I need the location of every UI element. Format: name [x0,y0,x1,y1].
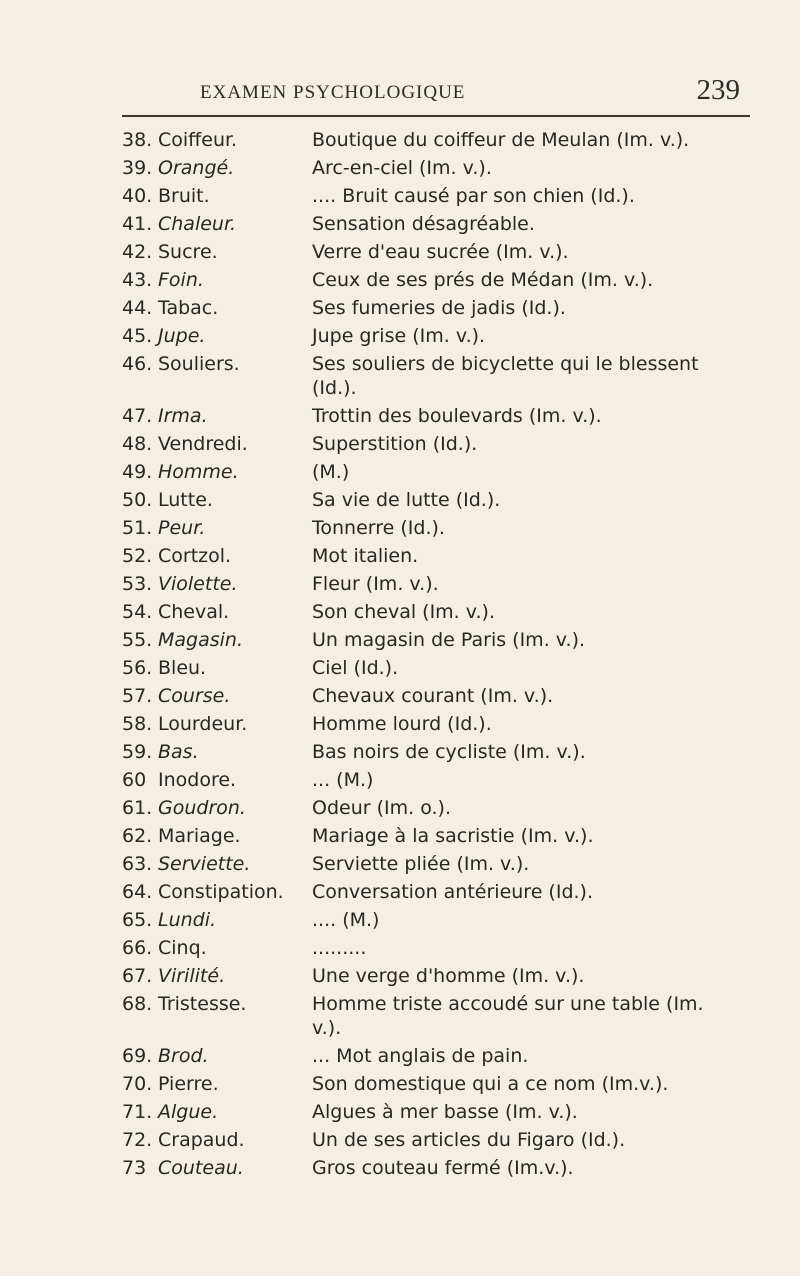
response-text: Gros couteau fermé (Im.v.). [312,1157,574,1179]
association-list [122,128,782,1184]
list-item [122,432,782,456]
list-item [122,880,782,904]
entry-number: 46. [122,353,153,375]
response-text: Un de ses articles du Figaro (Id.). [312,1129,626,1151]
list-item [122,712,782,736]
stimulus-word: Bruit. [158,185,210,207]
stimulus-word: Mariage. [158,825,241,847]
running-title: EXAMEN PSYCHOLOGIQUE [200,82,466,103]
response-text: Tonnerre (Id.). [312,517,445,539]
list-item [122,212,782,236]
response-text: Odeur (Im. o.). [312,797,451,819]
response-text: ... (M.) [312,769,374,791]
response-text: Son cheval (Im. v.). [312,601,496,623]
entry-number: 39. [122,157,153,179]
list-item [122,324,782,348]
response-text: Bas noirs de cycliste (Im. v.). [312,741,586,763]
response-text: Son domestique qui a ce nom (Im.v.). [312,1073,669,1095]
list-item [122,824,782,848]
stimulus-word: Tristesse. [158,993,247,1015]
entry-number: 45. [122,325,153,347]
response-text: Conversation antérieure (Id.). [312,881,593,903]
list-item [122,740,782,764]
list-item [122,1156,782,1180]
entry-number: 54. [122,601,153,623]
stimulus-word: Crapaud. [158,1129,245,1151]
response-text: (M.) [312,461,350,483]
stimulus-word: Cinq. [158,937,207,959]
entry-number: 61. [122,797,153,819]
entry-number: 62. [122,825,153,847]
entry-number: 68. [122,993,153,1015]
stimulus-word: Homme. [158,461,239,483]
response-text: Verre d'eau sucrée (Im. v.). [312,241,569,263]
stimulus-word: Lourdeur. [158,713,248,735]
response-text: ......... [312,937,367,959]
header-rule [122,115,750,117]
list-item [122,268,782,292]
list-item [122,516,782,540]
entry-number: 69. [122,1045,153,1067]
stimulus-word: Vendredi. [158,433,248,455]
stimulus-word: Goudron. [158,797,246,819]
stimulus-word: Pierre. [158,1073,219,1095]
list-item [122,1044,782,1068]
stimulus-word: Foin. [158,269,204,291]
entry-number: 73 [122,1157,147,1179]
list-item [122,936,782,960]
response-text: .... Bruit causé par son chien (Id.). [312,185,635,207]
entry-number: 70. [122,1073,153,1095]
stimulus-word: Lutte. [158,489,213,511]
stimulus-word: Magasin. [158,629,243,651]
stimulus-word: Jupe. [158,325,206,347]
response-text: ... Mot anglais de pain. [312,1045,529,1067]
list-item [122,240,782,264]
list-item [122,1128,782,1152]
response-text: Mot italien. [312,545,419,567]
stimulus-word: Bas. [158,741,199,763]
stimulus-word: Bleu. [158,657,207,679]
response-text: Ses souliers de bicyclette qui le blessent (Id.). [312,353,699,399]
stimulus-word: Brod. [158,1045,209,1067]
list-item [122,600,782,624]
list-item [122,296,782,320]
entry-number: 51. [122,517,153,539]
stimulus-word: Serviette. [158,853,251,875]
entry-number: 59. [122,741,153,763]
stimulus-word: Course. [158,685,231,707]
response-text: Un magasin de Paris (Im. v.). [312,629,586,651]
entry-number: 60 [122,769,147,791]
list-item [122,768,782,792]
stimulus-word: Virilité. [158,965,226,987]
stimulus-word: Coiffeur. [158,129,238,151]
page-number: 239 [696,74,740,106]
entry-number: 64. [122,881,153,903]
response-text: Une verge d'homme (Im. v.). [312,965,585,987]
entry-number: 56. [122,657,153,679]
entry-number: 41. [122,213,153,235]
response-text: Sensation désagréable. [312,213,535,235]
stimulus-word: Cheval. [158,601,230,623]
response-text: Fleur (Im. v.). [312,573,439,595]
stimulus-word: Chaleur. [158,213,237,235]
response-text: Ceux de ses prés de Médan (Im. v.). [312,269,654,291]
stimulus-word: Lundi. [158,909,217,931]
stimulus-word: Orangé. [158,157,235,179]
entry-number: 67. [122,965,153,987]
entry-number: 66. [122,937,153,959]
list-item [122,684,782,708]
entry-number: 49. [122,461,153,483]
stimulus-word: Cortzol. [158,545,232,567]
stimulus-word: Sucre. [158,241,218,263]
list-item [122,908,782,932]
entry-number: 42. [122,241,153,263]
response-text: Boutique du coiffeur de Meulan (Im. v.). [312,129,690,151]
page-header [120,72,750,112]
entry-number: 48. [122,433,153,455]
list-item [122,1072,782,1096]
response-text: Mariage à la sacristie (Im. v.). [312,825,594,847]
list-item [122,460,782,484]
stimulus-word: Constipation. [158,881,284,903]
stimulus-word: Irma. [158,405,208,427]
list-item [122,628,782,652]
response-text: Jupe grise (Im. v.). [312,325,486,347]
list-item [122,352,782,400]
response-text: .... (M.) [312,909,380,931]
list-item [122,544,782,568]
response-text: Superstition (Id.). [312,433,478,455]
response-text: Arc-en-ciel (Im. v.). [312,157,492,179]
list-item [122,156,782,180]
list-item [122,1100,782,1124]
entry-number: 65. [122,909,153,931]
list-item [122,404,782,428]
list-item [122,656,782,680]
response-text: Homme lourd (Id.). [312,713,492,735]
entry-number: 72. [122,1129,153,1151]
list-item [122,796,782,820]
list-item [122,128,782,152]
list-item [122,184,782,208]
response-text: Ciel (Id.). [312,657,399,679]
response-text: Sa vie de lutte (Id.). [312,489,501,511]
response-text: Serviette pliée (Im. v.). [312,853,530,875]
entry-number: 71. [122,1101,153,1123]
entry-number: 50. [122,489,153,511]
list-item [122,488,782,512]
stimulus-word: Inodore. [158,769,237,791]
entry-number: 40. [122,185,153,207]
entry-number: 47. [122,405,153,427]
response-text: Algues à mer basse (Im. v.). [312,1101,578,1123]
stimulus-word: Couteau. [158,1157,244,1179]
list-item [122,572,782,596]
stimulus-word: Algue. [158,1101,219,1123]
entry-number: 58. [122,713,153,735]
entry-number: 38. [122,129,153,151]
response-text: Ses fumeries de jadis (Id.). [312,297,566,319]
entry-number: 57. [122,685,153,707]
entry-number: 55. [122,629,153,651]
entry-number: 44. [122,297,153,319]
entry-number: 43. [122,269,153,291]
stimulus-word: Violette. [158,573,238,595]
entry-number: 53. [122,573,153,595]
list-item [122,992,782,1040]
response-text: Trottin des boulevards (Im. v.). [312,405,602,427]
list-item [122,964,782,988]
entry-number: 63. [122,853,153,875]
response-text: Homme triste accoudé sur une table (Im. v.). [312,993,704,1039]
response-text: Chevaux courant (Im. v.). [312,685,554,707]
stimulus-word: Peur. [158,517,206,539]
entry-number: 52. [122,545,153,567]
list-item [122,852,782,876]
stimulus-word: Tabac. [158,297,219,319]
stimulus-word: Souliers. [158,353,240,375]
